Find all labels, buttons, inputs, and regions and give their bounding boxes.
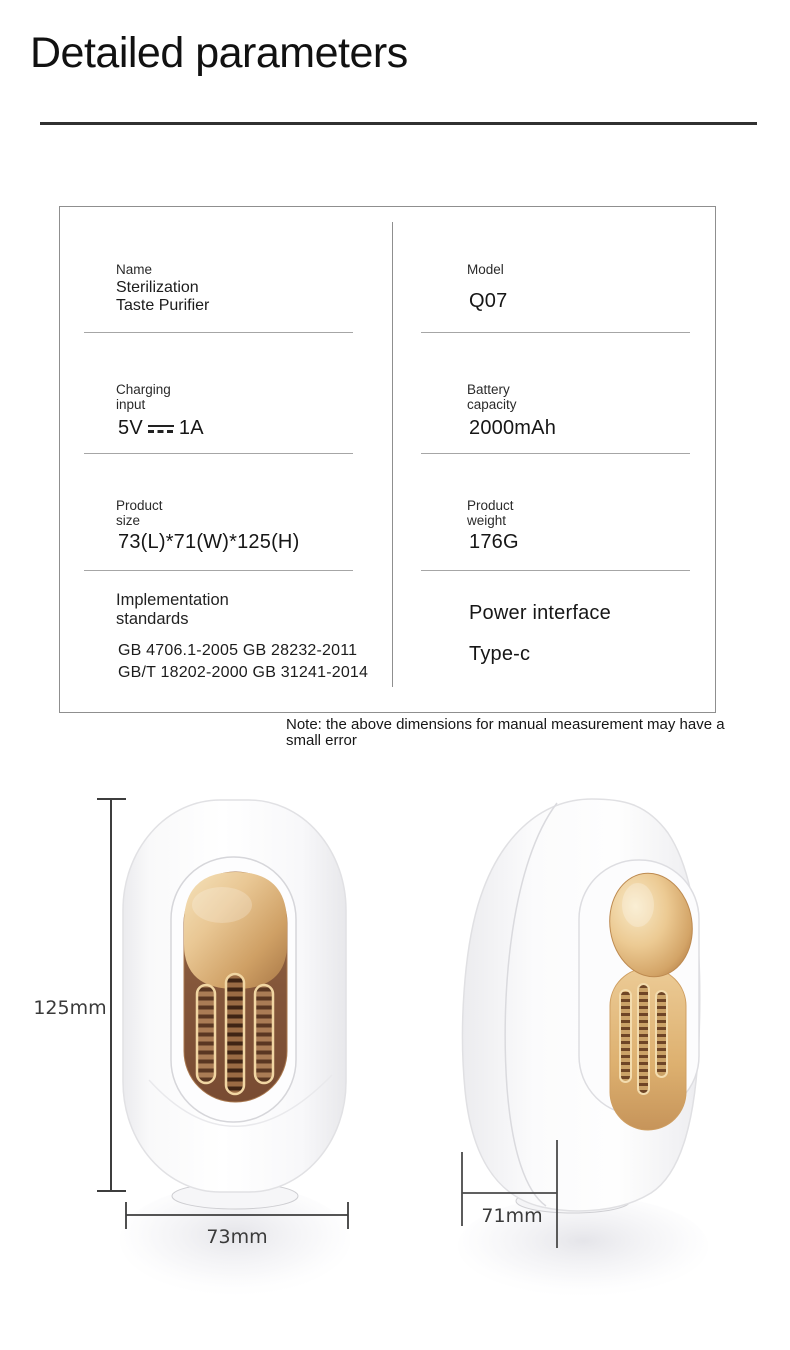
row-divider (84, 570, 353, 571)
row-divider (84, 453, 353, 454)
spec-label: weight (467, 512, 507, 528)
depth-dimension-label: 71mm (481, 1205, 543, 1227)
charging-voltage: 5V (118, 417, 143, 439)
spec-label: Product (467, 498, 514, 513)
front-dome-highlight (192, 887, 252, 923)
side-vent-right (656, 991, 667, 1077)
spec-label: Battery (467, 382, 510, 397)
spec-value: Q07 (469, 290, 508, 312)
width-dimension-label: 73mm (206, 1226, 268, 1248)
spec-cell-battery (467, 383, 556, 440)
row-divider (421, 570, 690, 571)
spec-value: Type-c (469, 643, 531, 665)
row-divider (421, 453, 690, 454)
spec-label: Implementation (116, 591, 229, 609)
spec-value: Sterilization (116, 279, 199, 296)
spec-value: 73(L)*71(W)*125(H) (118, 531, 300, 553)
dc-symbol-icon (148, 425, 174, 433)
row-divider (84, 332, 353, 333)
spec-cell-size (116, 499, 299, 554)
spec-label: Power interface (469, 602, 611, 624)
spec-label: Product (116, 498, 163, 513)
spec-cell-standards (116, 591, 368, 683)
spec-value: 2000mAh (469, 417, 557, 439)
spec-label: size (116, 512, 141, 528)
spec-table (59, 206, 716, 713)
height-dimension-label: 125mm (33, 997, 107, 1019)
spec-value: 176G (469, 531, 519, 553)
spec-cell-power-interface (467, 601, 611, 666)
spec-cell-model (467, 262, 507, 313)
spec-label: input (116, 396, 146, 412)
spec-label: Model (467, 262, 504, 277)
side-vent-middle (638, 984, 649, 1094)
spec-value: GB 4706.1-2005 GB 28232-2011 (118, 642, 358, 659)
front-view-image (120, 800, 350, 1295)
spec-label: capacity (467, 396, 517, 412)
front-vent-middle (226, 974, 244, 1094)
spec-cell-name (116, 262, 209, 313)
product-dimension-figure (0, 760, 790, 1350)
side-vent-left (620, 990, 631, 1082)
charging-current: 1A (178, 417, 204, 439)
front-vent-right (255, 985, 273, 1083)
height-dimension-line (97, 799, 126, 1191)
spec-value: Taste Purifier (116, 296, 210, 314)
front-vent-left (197, 985, 215, 1083)
spec-label: Name (116, 262, 153, 277)
spec-cell-charging-input (116, 383, 204, 440)
title-divider (40, 122, 757, 125)
spec-label: Charging (116, 382, 171, 397)
measurement-note: Note: the above dimensions for manual measurement may have a small error (286, 716, 725, 749)
spec-label: standards (116, 609, 189, 628)
page-title: Detailed parameters (30, 29, 408, 77)
spec-value: GB/T 18202-2000 GB 31241-2014 (118, 663, 369, 681)
spec-cell-weight (467, 499, 519, 554)
spec-value (116, 416, 204, 440)
row-divider (421, 332, 690, 333)
side-dome-highlight (622, 883, 654, 927)
table-column-divider (392, 222, 393, 687)
